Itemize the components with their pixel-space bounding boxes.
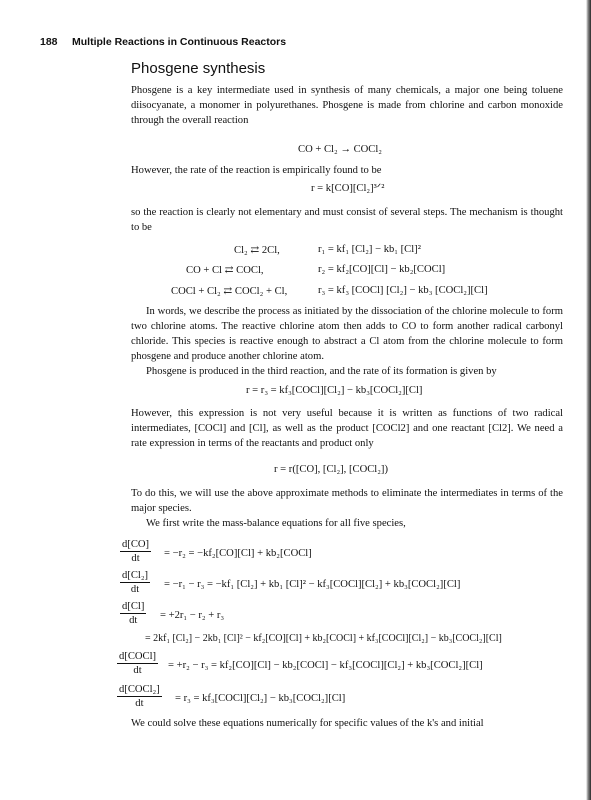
mass-balance-cl2-fraction (120, 570, 150, 595)
mechanism-rate-3: r₃ = kf₃ [COCl] [Cl₂] − kb₃ [COCl₂][Cl] (318, 285, 488, 296)
mass-balance-cl-rhs: = +2r₁ − r₂ + r₃ (160, 610, 225, 621)
mass-balance-cocl2-rhs: = r₃ = kf₃[COCl][Cl₂] − kb₃[COCl₂][Cl] (175, 693, 346, 704)
paragraph-to-do-this: To do this, we will use the above approximate methods to eliminate the intermediates in terms of the major species. (131, 488, 563, 514)
mass-balance-cocl-denominator: dt (133, 665, 142, 676)
mass-balance-cl2-denominator: dt (130, 584, 140, 595)
paragraph-mass-balance-intro: We first write the mass-balance equations for all five species, (146, 518, 406, 529)
section-title: Phosgene synthesis (131, 60, 266, 77)
page-edge-shadow (586, 0, 591, 800)
paragraph-phosgene-produced: Phosgene is produced in the third reaction, and the rate of its formation is given by (146, 366, 497, 377)
mass-balance-cocl2-denominator: dt (135, 698, 144, 709)
mass-balance-co-numerator: d[CO] (122, 539, 150, 550)
mechanism-step-3: COCl + Cl₂ ⇄ COCl₂ + Cl, (171, 286, 288, 297)
equation-rate-function: r = r([CO], [Cl₂], [COCl₂]) (274, 464, 388, 475)
mass-balance-cl2-rhs: = −r₁ − r₃ = −kf₁ [Cl₂] + kb₁ [Cl]² − kf₃[COCl][Cl₂] + kb₃[COCl₂][Cl] (164, 579, 461, 590)
paragraph-mechanism-intro: so the reaction is clearly not elementary and must consist of several steps. The mechanism is thought to be (131, 207, 563, 233)
page-number: 188 (40, 36, 58, 48)
mechanism-step-1: Cl₂ ⇄ 2Cl, (234, 245, 280, 256)
mass-balance-cl-numerator: d[Cl] (122, 601, 145, 612)
mass-balance-co-rhs: = −r₂ = −kf₂[CO][Cl] + kb₂[COCl] (164, 548, 312, 559)
mass-balance-cocl-numerator: d[COCl] (119, 651, 157, 662)
equation-overall-reaction: CO + Cl₂ → COCl₂ (298, 144, 382, 155)
mass-balance-cl-fraction (120, 601, 146, 626)
paragraph-rate-intro: However, the rate of the reaction is empirically found to be (131, 165, 382, 176)
mass-balance-cl-rhs-expanded: = 2kf₁ [Cl₂] − 2kb₁ [Cl]² − kf₂[CO][Cl] + kb₂[COCl] + kf₃[COCl][Cl₂] − kb₃[COCl₂][Cl] (145, 633, 502, 644)
mechanism-step-2: CO + Cl ⇄ COCl, (186, 265, 264, 276)
mechanism-rate-2: r₂ = kf₂[CO][Cl] − kb₂[COCl] (318, 264, 446, 275)
mass-balance-cl-denominator: dt (129, 615, 138, 626)
paragraph-intro: Phosgene is a key intermediate used in synthesis of many chemicals, a major one being toluene diisocyanate, a monomer in polyurethanes. Phosgene is made from chlorine and carbon monoxide through the overall reaction (131, 85, 563, 126)
paragraph-solve-numerically: We could solve these equations numerically for specific values of the k's and initial (131, 718, 484, 729)
paragraph-not-useful: However, this expression is not very useful because it is written as functions of two radical intermediates, [COCl] and [Cl], as well as the product [COCl2] and one reactant [Cl2]. We need a rate expression in terms of the reactants and product only (131, 408, 563, 449)
mass-balance-cocl2-fraction (117, 684, 162, 709)
mass-balance-cocl2-numerator: d[COCl₂] (119, 684, 160, 695)
mass-balance-cl2-numerator: d[Cl₂] (122, 570, 149, 581)
equation-empirical-rate: r = k[CO][Cl₂]³ᐟ² (311, 183, 385, 194)
mechanism-rate-1: r₁ = kf₁ [Cl₂] − kb₁ [Cl]² (318, 244, 421, 255)
equation-phosgene-rate: r = r₃ = kf₃[COCl][Cl₂] − kb₃[COCl₂][Cl] (246, 385, 423, 396)
mass-balance-co-fraction (120, 539, 151, 564)
running-title: Multiple Reactions in Continuous Reactors (72, 36, 287, 48)
paragraph-in-words: In words, we describe the process as initiated by the dissociation of the chlorine molecule to form two chlorine atoms. The reactive chlorine atom then adds to CO to form another radical carbonyl chloride. This species is reactive enough to abstract a Cl atom from the chlorine molecule to form phosgene and produce another chlorine atom. (131, 306, 563, 362)
mass-balance-cocl-rhs: = +r₂ − r₃ = kf₂[CO][Cl] − kb₂[COCl] − kf₃[COCl][Cl₂] + kb₃[COCl₂][Cl] (168, 660, 483, 671)
mass-balance-cocl-fraction (117, 651, 158, 676)
mass-balance-co-denominator: dt (131, 553, 140, 564)
